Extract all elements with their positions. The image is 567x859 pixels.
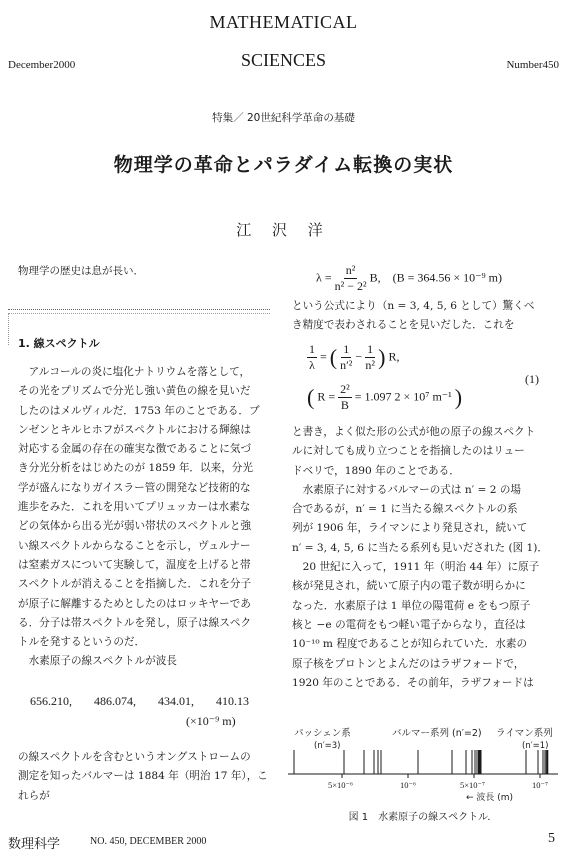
eq-fraction (340, 342, 352, 373)
text-line: れらが (18, 789, 50, 802)
series-sub-paschen: (n′=3) (314, 741, 341, 751)
eq-fraction (335, 263, 367, 294)
rule-divider (8, 313, 9, 345)
axis-tick-label: 10⁻⁷ (532, 780, 548, 790)
balmer-lines (418, 750, 481, 774)
eq-numerator: 1 (343, 342, 350, 356)
eq-denominator: λ (309, 358, 315, 372)
text-line: き精度で表わされることを見いだした．これを (292, 319, 515, 332)
eq-equals: = (320, 349, 327, 364)
text-line: なった．水素原子は 1 単位の陽電荷 e をもつ原子 (292, 599, 531, 612)
eq-tail: R, (388, 349, 400, 364)
text-line: 10⁻¹⁰ m 程度であることが知られていた．水素の (292, 638, 528, 651)
text-line: 水素原子に対するバルマーの式は n′ = 2 の場 (292, 483, 522, 496)
series-label-balmer: バルマー系列 (n′=2) (392, 728, 482, 739)
eq-lhs: λ = (316, 270, 332, 285)
journal-subtitle: SCIENCES (240, 50, 327, 70)
text-line: スペクトルが消えることを指摘した．これを分子 (18, 578, 252, 591)
text-line: 核が発見され，続いて原子内の電子数が明らかに (292, 580, 526, 593)
wavelength-value: 434.01, (158, 694, 194, 708)
text-line: 1920 年のことである．その前年，ラザフォードは (292, 676, 534, 689)
text-line: ンゼンとキルヒホフがスペクトルにおける輝線は (18, 423, 251, 436)
spectrum-figure (288, 724, 558, 804)
eq-tail: B, (369, 270, 381, 285)
footer-journal-name: 数理科学 (8, 837, 61, 852)
text-line: ルに対しても成り立つことを指摘したのはリュー (292, 445, 525, 458)
series-sub-lyman: (n′=1) (522, 741, 549, 751)
eq-fraction (365, 342, 375, 373)
rule-divider (8, 313, 270, 314)
text-line: したのはメルヴィルだ．1753 年のことである．ブ (18, 404, 260, 417)
text-line: アルコールの炎に塩化ナトリウムを落として， (18, 366, 251, 378)
text-line: き分光分析をはじめたのが 1859 年．以来，分光 (18, 462, 253, 475)
text-line: ドベリで，1890 年のことである． (292, 464, 460, 477)
axis-tick-label: 10⁻⁶ (400, 780, 416, 790)
text-line: という公式により（n = 3, 4, 5, 6 として）驚くべ (292, 300, 535, 312)
eq-numerator: 1 (367, 342, 374, 356)
balmer-equation (316, 263, 502, 294)
series-label-lyman: ライマン系列 (496, 728, 553, 739)
text-line: どの気体から出る光が弱い帯状のスペクトルと強 (18, 520, 252, 533)
eq-denominator: n′² (340, 358, 353, 372)
text-line: る．分子は帯スペクトルを発し，原子は線スペク (18, 616, 252, 629)
rydberg-equation (307, 342, 557, 416)
text-line: が原子に解離するためとしたのはロッキヤーであ (18, 597, 251, 610)
text-line: 20 世紀に入って，1911 年（明治 44 年）に原子 (292, 561, 540, 574)
abstract: 物理学の歴史は息が長い． (18, 265, 144, 277)
journal-title: MATHEMATICAL (209, 12, 358, 32)
wavelength-value: 410.13 (216, 694, 249, 708)
lyman-lines (526, 750, 548, 774)
text-line: 対応する金属の存在の確実な徴であることに気づ (18, 443, 252, 456)
special-feature-label: 特集／ 20世紀科学革命の基礎 (212, 112, 355, 124)
eq-fraction (307, 342, 317, 373)
axis-tick-label: 5×10⁻⁶ (328, 780, 353, 790)
eq-r: R = (317, 389, 336, 404)
eq-r-value: = 1.097 2 × 10⁷ m⁻¹ (354, 389, 452, 404)
text-line: 水素原子の線スペクトルが波長 (18, 655, 177, 668)
text-line: 合であるが，n′ = 1 に当たる線スペクトルの系 (292, 503, 518, 516)
eq-line-2: ( R = $\frac{\text{2²}}{B}$ = 1.097 2 × 10⁷ m⁻¹ ) (307, 382, 463, 412)
eq-b-value: (B = 364.56 × 10⁻⁹ m) (392, 270, 502, 285)
text-line: と書き，よく似た形の公式が他の原子の線スペクト (292, 426, 536, 438)
text-line: い線スペクトルからなることを示し，ヴュルナー (18, 539, 251, 552)
left-column-body (18, 363, 260, 672)
article-title: 物理学の革命とパラダイム転換の実状 (113, 154, 454, 176)
eq-line-1: $\frac{1}{\lambda}$ = ( $\frac{1}{\text{n′²}}$ − $\frac{1}{\text{n²}}$ ) R, (309, 342, 400, 372)
page-number: 5 (548, 831, 555, 846)
axis-tick-label: 5×10⁻⁷ (460, 780, 485, 790)
author-name: 江 沢 洋 (236, 221, 331, 239)
text-line: の線スペクトルを含むというオングストロームの (18, 751, 251, 763)
wavelength-value: 656.210, (30, 694, 72, 708)
issue-number: Number450 (506, 59, 559, 71)
series-label-paschen: パッシェン系 (294, 728, 351, 739)
eq-numerator: 2² (340, 382, 350, 396)
left-column-body-continued (18, 748, 268, 806)
text-line: その光をプリズムで分光し強い黄色の線を見いだ (18, 385, 251, 398)
text-line: 列が 1906 年，ライマンにより発見され，続いて (292, 522, 528, 535)
text-line: 核と −e の電荷をもつ軽い電子からなり，直径は (292, 618, 526, 631)
text-line: n′ = 3, 4, 5, 6 に当たる系列も見いだされた (図 1)． (292, 541, 549, 554)
axis-label: ← 波長 (m) (466, 793, 514, 803)
text-line: 進歩をみた．これを用いてプリュッカーは水素な (18, 501, 251, 514)
footer-issue: NO. 450, DECEMBER 2000 (90, 836, 207, 847)
wavelength-unit: (×10⁻⁹ m) (186, 714, 236, 728)
eq-numerator: 1 (309, 342, 315, 356)
text-line: 学が盛んになりガイスラー管の開発など技術的な (18, 481, 251, 494)
eq-denominator: B (340, 398, 349, 412)
wavelength-list (30, 694, 271, 709)
eq-minus: − (355, 349, 363, 364)
eq-denominator: n² (365, 358, 375, 372)
eq-numerator: n² (345, 263, 356, 277)
equation-number: (1) (525, 372, 539, 386)
text-line: は窒素ガスについて実験して，温度を上げると帯 (18, 558, 251, 571)
axis-ticks (342, 774, 540, 778)
paschen-lines (294, 750, 381, 774)
right-column-body-continued (292, 423, 548, 693)
right-column-body (292, 297, 534, 336)
eq-denominator: n² − 2² (334, 279, 367, 293)
figure-caption: 図 1 水素原子の線スペクトル． (348, 812, 498, 823)
text-line: トルを発するというのだ． (18, 636, 146, 649)
text-line: 原子核をプロトンとよんだのはラザフォードで， (292, 657, 525, 670)
text-line: 測定を知ったバルマーは 1884 年（明治 17 年），こ (18, 770, 268, 783)
eq-fraction (338, 382, 352, 413)
rule-divider (8, 309, 270, 310)
section-heading: 1. 線スペクトル (18, 337, 100, 350)
issue-date: December2000 (8, 59, 76, 71)
wavelength-value: 486.074, (94, 694, 136, 708)
